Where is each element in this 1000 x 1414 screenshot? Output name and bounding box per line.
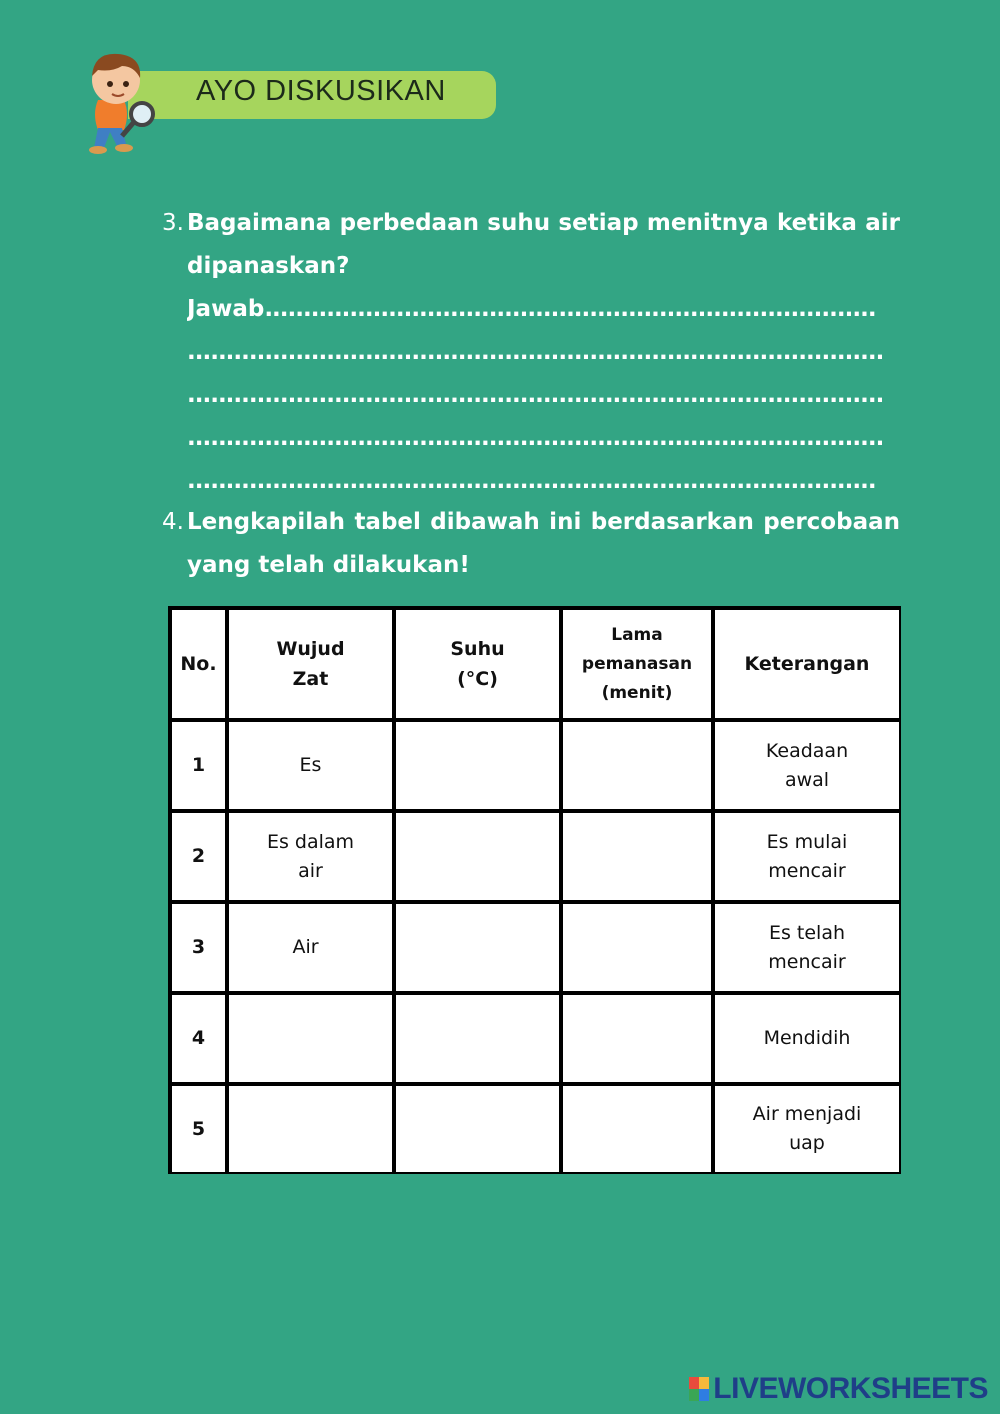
- header-no: No.: [172, 610, 225, 718]
- row-4-no: 4: [172, 995, 225, 1082]
- row-1-suhu-input[interactable]: [396, 722, 559, 809]
- liveworksheets-logo-icon: [689, 1377, 709, 1401]
- row-3-no: 3: [172, 904, 225, 991]
- row-5-lama-input[interactable]: [563, 1086, 711, 1172]
- row-5-no: 5: [172, 1086, 225, 1172]
- row-3-keterangan: Es telah mencair: [715, 904, 899, 991]
- row-2-suhu-input[interactable]: [396, 813, 559, 900]
- row-4-suhu-input[interactable]: [396, 995, 559, 1082]
- brand-text: LIVEWORKSHEETS: [713, 1372, 988, 1405]
- row-5-keterangan: Air menjadi uap: [715, 1086, 899, 1172]
- answer-line[interactable]: ..........................................................................................: [187, 425, 884, 451]
- row-1-no: 1: [172, 722, 225, 809]
- liveworksheets-brand[interactable]: [689, 1372, 988, 1406]
- header-banner: [128, 71, 496, 119]
- row-1-keterangan: Keadaan awal: [715, 722, 899, 809]
- question-4: [162, 501, 900, 587]
- row-2-keterangan: Es mulai mencair: [715, 813, 899, 900]
- answer-line[interactable]: .........................................................................................: [187, 468, 876, 494]
- row-2-lama-input[interactable]: [563, 813, 711, 900]
- row-3-wujud[interactable]: Air: [229, 904, 392, 991]
- question-3-number: 3.: [162, 210, 184, 236]
- header-wujud-zat: Wujud Zat: [229, 610, 392, 718]
- answer-line[interactable]: ..........................................................................................: [187, 339, 884, 365]
- row-4-wujud-input[interactable]: [229, 995, 392, 1082]
- header-suhu: Suhu (°C): [396, 610, 559, 718]
- question-3: [162, 202, 900, 503]
- header-keterangan: Keterangan: [715, 610, 899, 718]
- row-1-wujud[interactable]: Es: [229, 722, 392, 809]
- row-1-lama-input[interactable]: [563, 722, 711, 809]
- row-3-suhu-input[interactable]: [396, 904, 559, 991]
- row-2-no: 2: [172, 813, 225, 900]
- answer-area[interactable]: [162, 288, 900, 503]
- row-5-wujud-input[interactable]: [229, 1086, 392, 1172]
- answer-label: Jawab: [187, 296, 265, 322]
- row-4-lama-input[interactable]: [563, 995, 711, 1082]
- row-4-keterangan: Mendidih: [715, 995, 899, 1082]
- row-5-suhu-input[interactable]: [396, 1086, 559, 1172]
- page-title: AYO DISKUSIKAN: [196, 75, 446, 107]
- question-4-text: Lengkapilah tabel dibawah ini berdasarkan percobaan yang telah dilakukan!: [187, 509, 900, 578]
- row-3-lama-input[interactable]: [563, 904, 711, 991]
- question-4-number: 4.: [162, 509, 184, 535]
- header-lama-pemanasan: Lama pemanasan (menit): [563, 610, 711, 718]
- answer-line[interactable]: Jawab...............................................................................: [187, 296, 876, 322]
- observation-table: [168, 606, 901, 1174]
- row-2-wujud[interactable]: Es dalam air: [229, 813, 392, 900]
- kid-with-magnifier-illustration: [68, 44, 168, 156]
- question-3-text: Bagaimana perbedaan suhu setiap menitnya ketika air dipanaskan?: [187, 210, 900, 279]
- answer-line[interactable]: ..........................................................................................: [187, 382, 884, 408]
